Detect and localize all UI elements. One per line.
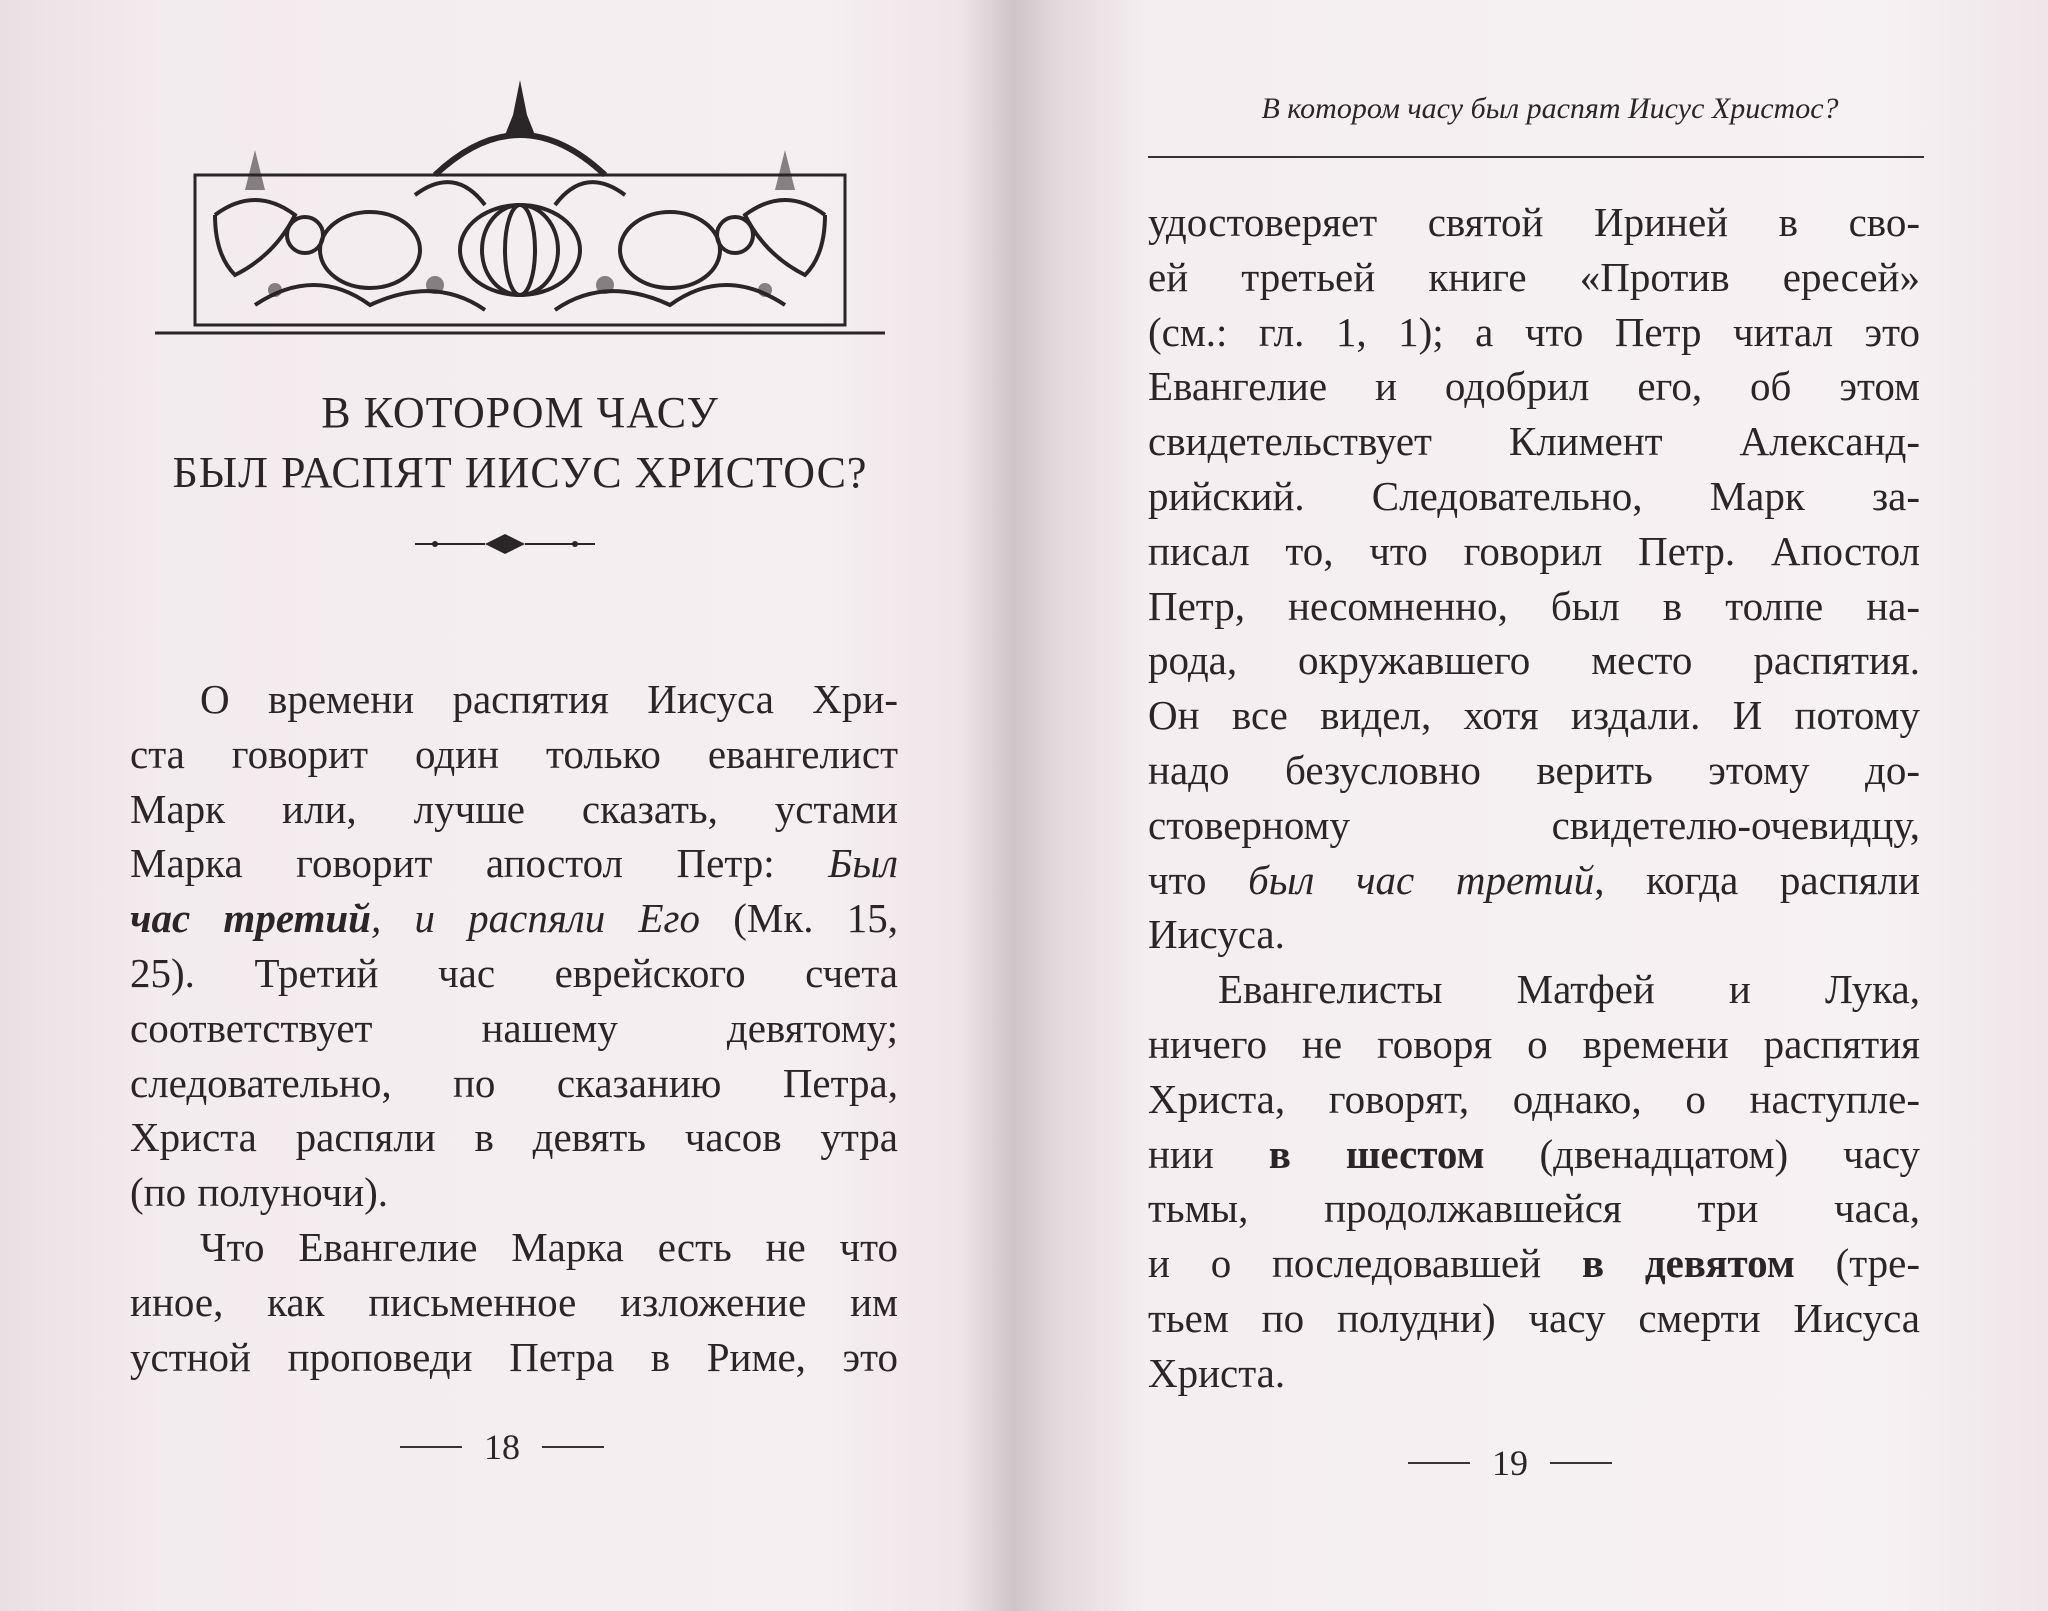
text-line: иное, как письменное изложение им (130, 1278, 898, 1325)
quote-italic: Был (828, 840, 898, 887)
text-line: Евангелисты Матфей и Лука, (1218, 966, 1920, 1013)
floral-ornament-headpiece (155, 75, 885, 345)
text-line: свидетельствует Климент Александ- (1148, 418, 1920, 465)
folio-dash (1550, 1462, 1612, 1464)
text-segment: и о последовавшей (1148, 1240, 1582, 1287)
text-line: стоверному свидетелю-очевидцу, (1148, 801, 1920, 848)
bold-phrase: в девятом (1581, 1240, 1795, 1287)
text-segment: нии (1148, 1130, 1269, 1177)
text-line: Марк или, лучше сказать, устами (130, 785, 898, 832)
running-head: В котором часу был распят Иисус Христос? (1261, 92, 1839, 125)
text-line: рийский. Следовательно, Марк за- (1148, 472, 1920, 519)
quote-bold-italic: час третий (130, 895, 371, 942)
text-line: ей третьей книге «Против ересей» (1148, 253, 1920, 300)
text-segment: (двенадцатом) часу (1484, 1130, 1920, 1177)
text-line: Петр, несомненно, был в толпе на- (1148, 582, 1920, 629)
text-line: Евангелие и одобрил его, об этом (1148, 363, 1920, 410)
page-number: 18 (484, 1427, 520, 1467)
text-line (1148, 1127, 1920, 1182)
text-line: Христа распяли в девять часов утра (130, 1114, 898, 1161)
text-segment: Марка говорит апостол Петр: (130, 840, 775, 887)
chapter-title (130, 383, 910, 503)
text-line: ста говорит один только евангелист (130, 730, 898, 777)
text-line: следовательно, по сказанию Петра, (130, 1059, 898, 1106)
text-segment: что (1148, 856, 1249, 903)
text-line: рода, окружавшего место распятия. (1148, 637, 1920, 684)
text-line (1148, 853, 1920, 908)
folio-dash (1408, 1462, 1470, 1464)
chapter-title-line: В КОТОРОМ ЧАСУ (321, 388, 719, 437)
text-line (1148, 1236, 1920, 1291)
running-head-rule (1148, 156, 1924, 158)
text-line: тьмы, продолжавшейся три часа, (1148, 1185, 1920, 1232)
page-number-left (400, 1426, 604, 1468)
text-line: Он все видел, хотя издали. И потому (1148, 692, 1920, 739)
text-line: надо безусловно верить этому до- (1148, 746, 1920, 793)
quote-italic: был час третий (1248, 856, 1595, 903)
text-line: (см.: гл. 1, 1); а что Петр читал это (1148, 308, 1920, 355)
text-line: писал то, что говорил Петр. Апостол (1148, 527, 1920, 574)
text-line: 25). Третий час еврейского счета (130, 949, 898, 996)
quote-italic: , и распяли Его (370, 895, 701, 942)
left-page-body (130, 672, 898, 1384)
section-divider-ornament (415, 532, 595, 556)
text-line: тьем по полудни) часу смерти Иисуса (1148, 1294, 1920, 1341)
text-line: (по полуночи). (130, 1169, 389, 1216)
chapter-title-line: БЫЛ РАСПЯТ ИИСУС ХРИСТОС? (172, 448, 868, 497)
text-line: соответствует нашему девятому; (130, 1004, 898, 1051)
text-line (130, 891, 898, 946)
left-page (0, 0, 1000, 1611)
text-line: ничего не говоря о времени распятия (1148, 1020, 1920, 1067)
text-segment: (тре- (1794, 1240, 1920, 1287)
text-line: О времени распятия Иисуса Хри- (200, 676, 898, 722)
bold-phrase: в шестом (1268, 1130, 1485, 1177)
folio-dash (542, 1446, 604, 1448)
scripture-reference: (Мк. 15, (700, 895, 898, 942)
text-line: устной проповеди Петра в Риме, это (130, 1333, 898, 1380)
text-line: Христа. (1148, 1349, 1286, 1396)
folio-dash (400, 1446, 462, 1448)
text-line (130, 836, 898, 891)
text-segment: , когда распяли (1594, 856, 1920, 903)
text-line: удостоверяет святой Ириней в сво- (1148, 199, 1920, 245)
page-number-right (1408, 1442, 1612, 1484)
right-page-body (1148, 195, 1920, 1401)
text-line: Иисуса. (1148, 911, 1285, 958)
text-line: Что Евангелие Марка есть не что (200, 1223, 898, 1270)
page-number: 19 (1492, 1443, 1528, 1483)
text-line: Христа, говорят, однако, о наступле- (1148, 1075, 1920, 1122)
